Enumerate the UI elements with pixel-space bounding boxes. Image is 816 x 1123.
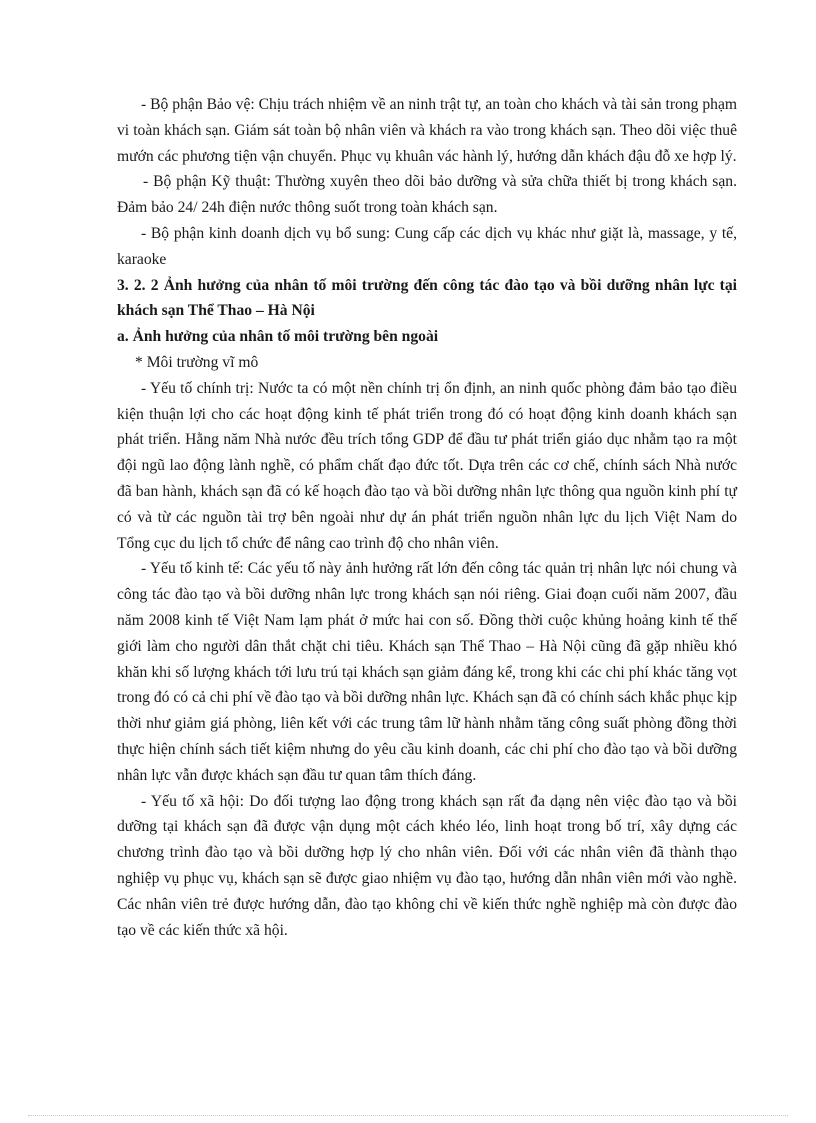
footer-divider <box>28 1115 788 1116</box>
page-content <box>117 92 737 943</box>
paragraph-ky-thuat: - Bộ phận Kỹ thuật: Thường xuyên theo dõi bảo dưỡng và sửa chữa thiết bị trong khách sạn. Đảm bảo 24/ 24h điện nước thông suốt trong toàn khách sạn. <box>117 173 737 217</box>
paragraph-bao-ve: - Bộ phận Bảo vệ: Chịu trách nhiệm về an ninh trật tự, an toàn cho khách và tài sản trong phạm vi toàn khách sạn. Giám sát toàn bộ nhân viên và khách ra vào trong khách sạn. Theo dõi việc thuê mướn các phương tiện vận chuyển. Phục vụ khuân vác hành lý, hướng dẫn khách đậu đỗ xe hợp lý. <box>117 96 737 165</box>
paragraph-kinh-te: - Yếu tố kinh tế: Các yếu tố này ảnh hưởng rất lớn đến công tác quản trị nhân lực nói chung và công tác đào tạo và bồi dưỡng nhân lực trong khách sạn nói riêng. Giai đoạn cuối năm 2007, đầu năm 2008 kinh tế Việt Nam lạm phát ở mức hai con số. Đồng thời cuộc khủng hoảng kinh tế thế giới làm cho người dân thắt chặt chi tiêu. Khách sạn Thể Thao – Hà Nội cũng đã gặp nhiều khó khăn khi số lượng khách tới lưu trú tại khách sạn giảm đáng kể, trong khi các chi phí khác tăng vọt trong đó có cả chi phí về đào tạo và bồi dưỡng nhân lực. Khách sạn đã có chính sách khắc phục kịp thời như giảm giá phòng, liên kết với các trung tâm lữ hành nhằm tăng công suất phòng đồng thời thực hiện chính sách tiết kiệm nhưng do yêu cầu kinh doanh, các chi phí cho đào tạo và bồi dưỡng nhân lực vẫn được khách sạn đầu tư quan tâm thích đáng. <box>117 560 737 784</box>
sub-heading: a. Ảnh hưởng của nhân tố môi trường bên ngoài <box>117 328 439 346</box>
section-heading: 3. 2. 2 Ảnh hưởng của nhân tố môi trường đến công tác đào tạo và bồi dưỡng nhân lực tại khách sạn Thể Thao – Hà Nội <box>117 276 737 320</box>
paragraph-chinh-tri: - Yếu tố chính trị: Nước ta có một nền chính trị ổn định, an ninh quốc phòng đảm bảo tạo điều kiện thuận lợi cho các hoạt động kinh tế phát triển trong đó có hoạt động kinh doanh khách sạn phát triển. Hằng năm Nhà nước đều trích tổng GDP để đầu tư phát triển giáo dục nhằm tạo ra một đội ngũ lao động lành nghề, có phẩm chất đạo đức tốt. Dựa trên các cơ chế, chính sách Nhà nước đã ban hành, khách sạn đã có kế hoạch đào tạo và bồi dưỡng nhân lực thông qua nguồn kinh phí tự có và từ các nguồn tài trợ bên ngoài như dự án phát triển nguồn nhân lực du lịch Việt Nam do Tổng cục du lịch tổ chức để nâng cao trình độ cho nhân viên. <box>117 379 737 552</box>
macro-environment-label: * Môi trường vĩ mô <box>135 353 259 371</box>
paragraph-xa-hoi: - Yếu tố xã hội: Do đối tượng lao động trong khách sạn rất đa dạng nên việc đào tạo và bồi dưỡng tại khách sạn đã được vận dụng một cách khéo léo, linh hoạt trong bố trí, xây dựng các chương trình đào tạo và bồi dưỡng hợp lý cho nhân viên. Đối với các nhân viên đã thành thạo nghiệp vụ phục vụ, khách sạn sẽ được giao nhiệm vụ đào tạo, hướng dẫn nhân viên mới vào nghề. Các nhân viên trẻ được hướng dẫn, đào tạo không chỉ về kiến thức nghề nghiệp mà còn được đào tạo về các kiến thức xã hội. <box>117 792 737 939</box>
paragraph-dich-vu: - Bộ phận kinh doanh dịch vụ bổ sung: Cung cấp các dịch vụ khác như giặt là, massage, y tế, karaoke <box>117 224 737 268</box>
